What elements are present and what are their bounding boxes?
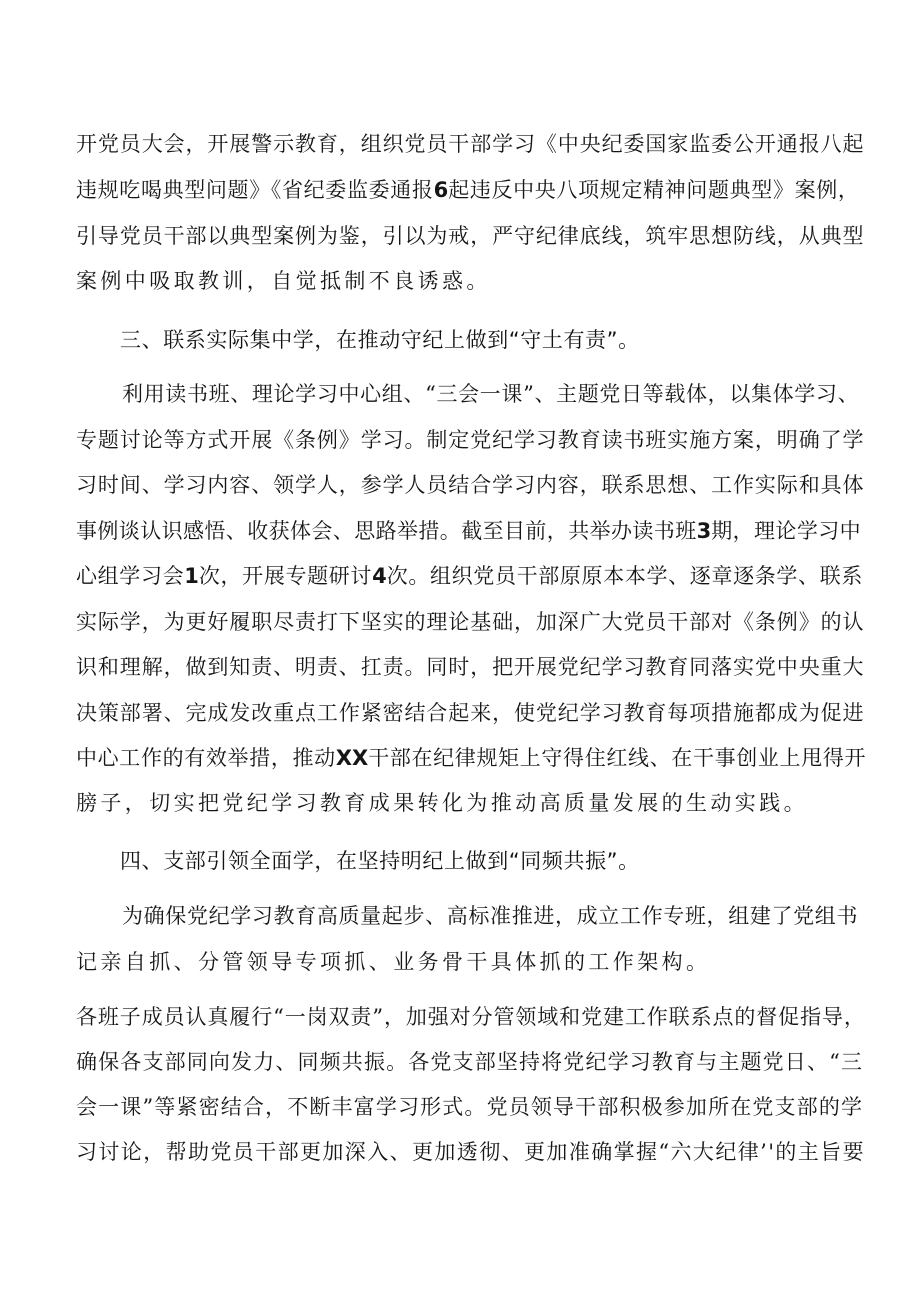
para2-line-5-number-2: 4 <box>372 564 387 588</box>
para2-line-5-text-c: 次。组织党员干部原原本本学、逐章逐条学、联系 <box>386 564 864 588</box>
para2-line-10: 膀子，切实把党纪学习教育成果转化为推动高质量发展的生动实践。 <box>76 791 808 815</box>
para1-line-2 <box>76 177 860 203</box>
para2-line-4-number: 3 <box>696 519 712 543</box>
para2-line-4-text-b: 期，理论学习中 <box>711 519 862 543</box>
para1-line-4: 案例中吸取教训，自觉抵制不良诱惑。 <box>76 269 491 293</box>
para2-line-3: 习时间、学习内容、领学人，参学人员结合学习内容，联系思想、工作实际和具体 <box>76 473 865 497</box>
para2-line-9-text-a: 中心工作的有效举措，推动 <box>76 746 336 770</box>
para2-line-5 <box>76 563 863 589</box>
section-heading-3: 三、联系实际集中学，在推动守纪上做到“守土有责”。 <box>120 328 640 352</box>
para1-line-2-number: 6 <box>433 178 449 202</box>
para2-line-5-number-1: 1 <box>184 564 199 588</box>
para2-line-9 <box>76 745 866 771</box>
para1-line-1: 开党员大会，开展警示教育，组织党员干部学习《中央纪委国家监委公开通报八起 <box>76 132 865 156</box>
para2-line-7: 识和理解，做到知责、明责、扛责。同时，把开展党纪学习教育同落实党中央重大 <box>76 655 865 679</box>
para1-line-3: 引导党员干部以典型案例为鉴，引以为戒，严守纪律底线，筑牢思想防线，从典型 <box>76 224 865 248</box>
section-heading-4: 四、支部引领全面学，在坚持明纪上做到“同频共振”。 <box>120 849 640 873</box>
para2-line-2: 专题讨论等方式开展《条例》学习。制定党纪学习教育读书班实施方案，明确了学 <box>76 428 865 452</box>
para2-line-4-text-a: 事例谈认识感悟、收获体会、思路举措。截至目前，共举办读书班 <box>76 519 697 543</box>
para3-line-2: 记亲自抓、分管领导专项抓、业务骨干具体抓的工作架构。 <box>76 950 711 974</box>
para4-line-1: 各班子成员认真履行“一岗双责”，加强对分管领域和党建工作联系点的督促指导， <box>76 1005 866 1029</box>
para2-line-5-text-b: 次，开展专题研讨 <box>198 564 373 588</box>
para4-line-3: 会一课”等紧密结合，不断丰富学习形式。党员领导干部积极参加所在党支部的学 <box>76 1095 864 1119</box>
para4-line-4: 习讨论，帮助党员干部更加深入、更加透彻、更加准确掌握“六大纪律’'的主旨要 <box>76 1140 865 1164</box>
para2-line-8: 决策部署、完成发改重点工作紧密结合起来，使党纪学习教育每项措施都成为促进 <box>76 701 865 725</box>
para2-line-9-xx: XX <box>335 746 369 770</box>
para1-line-2-text-b: 起违反中央八项规定精神问题典型》案例， <box>448 178 860 202</box>
para2-line-1: 利用读书班、理论学习中心组、“三会一课”、主题党日等载体，以集体学习、 <box>122 382 860 406</box>
para1-line-2-text-a: 违规吃喝典型问题》《省纪委监委通报 <box>76 178 434 202</box>
para2-line-4 <box>76 518 861 544</box>
para2-line-9-text-b: 干部在纪律规矩上守得住红线、在干事创业上甩得开 <box>368 746 867 770</box>
para4-line-2: 确保各支部同向发力、同频共振。各党支部坚持将党纪学习教育与主题党日、“三 <box>76 1050 864 1074</box>
para3-line-1: 为确保党纪学习教育高质量起步、高标准推进，成立工作专班，组建了党组书 <box>122 904 859 928</box>
para2-line-6: 实际学，为更好履职尽责打下坚实的理论基础，加深广大党员干部对《条例》的认 <box>76 610 865 634</box>
para2-line-5-text-a: 心组学习会 <box>76 564 185 588</box>
